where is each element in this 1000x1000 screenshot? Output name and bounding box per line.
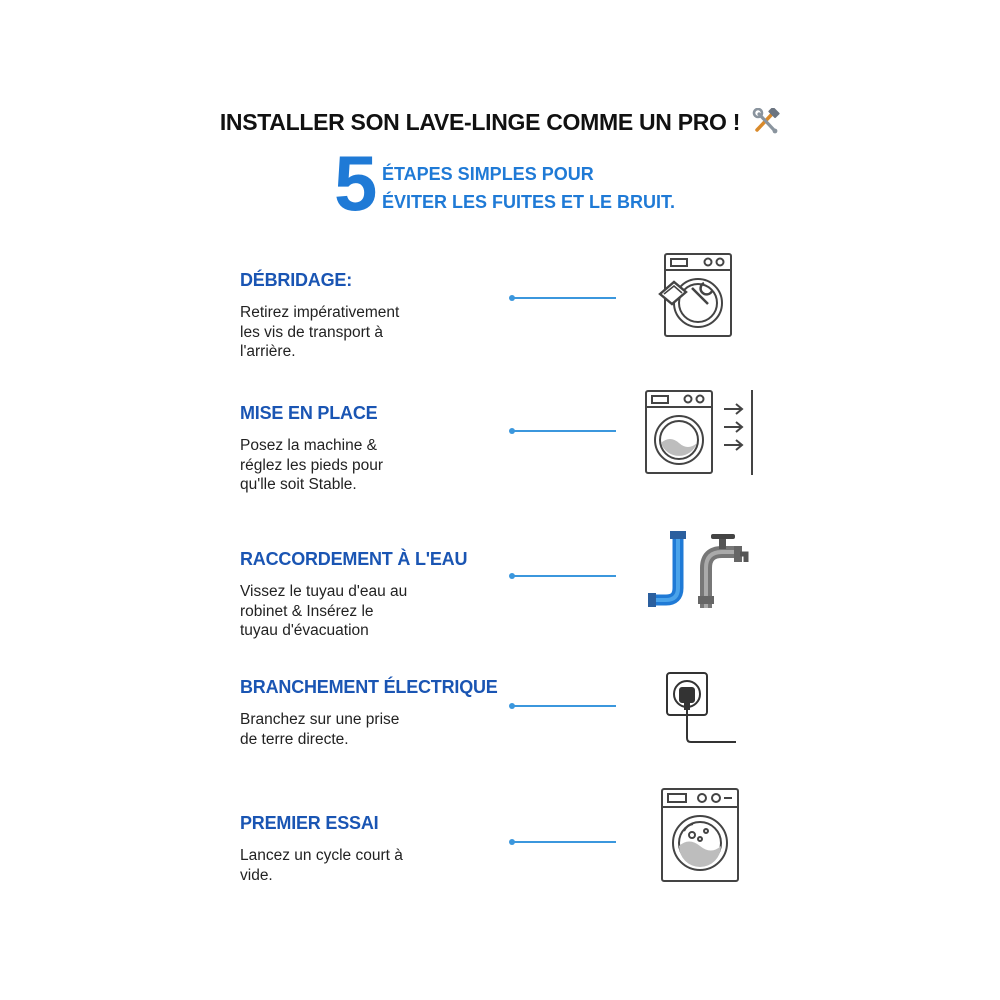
step-title: RACCORDEMENT À L'EAU	[240, 549, 468, 569]
step-connector-line	[512, 575, 616, 577]
step-line: les vis de transport à	[240, 323, 384, 341]
page-title-text: INSTALLER SON LAVE-LINGE COMME UN PRO !	[219, 109, 741, 135]
step-mise-en-place	[240, 403, 520, 495]
step-line: Vissez le tuyau d'eau au	[240, 583, 408, 600]
step-line: de terre directe.	[240, 730, 349, 748]
step-description	[240, 436, 440, 495]
step-description	[240, 710, 440, 749]
step-description	[240, 303, 440, 362]
step-line: robinet & Insérez le	[240, 602, 374, 620]
step-line: tuyau d'évacuation	[240, 622, 369, 639]
subtitle-line-1: ÉTAPES SIMPLES POUR	[382, 164, 594, 184]
steps-count-number: 5	[334, 139, 376, 227]
step-line: Posez la machine &	[240, 437, 377, 454]
step-title: DÉBRIDAGE:	[240, 270, 353, 290]
step-connector-line	[512, 841, 616, 843]
step-line: l'arrière.	[240, 343, 296, 360]
step-line: Retirez impérativement	[240, 304, 400, 321]
washing-machine-push-icon	[640, 385, 760, 484]
water-pipe-tap-icon	[640, 526, 752, 619]
step-line: réglez les pieds pour	[240, 456, 384, 474]
step-title: BRANCHEMENT ÉLECTRIQUE	[240, 677, 498, 697]
step-line: Lancez un cycle court à	[240, 847, 403, 864]
washing-machine-running-icon	[656, 783, 746, 892]
step-description	[240, 582, 440, 641]
step-title: PREMIER ESSAI	[240, 813, 379, 833]
hammer-wrench-icon	[752, 108, 780, 140]
subtitle-line-2: ÉVITER LES FUITES ET LE BRUIT.	[382, 192, 676, 212]
subtitle-text	[382, 160, 675, 216]
washing-machine-wrench-icon	[652, 248, 742, 343]
step-debridage	[240, 270, 520, 362]
electric-outlet-plug-icon	[662, 668, 740, 753]
step-line: vide.	[240, 866, 273, 884]
step-line: Branchez sur une prise	[240, 711, 400, 728]
step-branchement-electrique	[240, 677, 520, 749]
step-connector-line	[512, 430, 616, 432]
step-raccordement-eau	[240, 549, 520, 641]
step-premier-essai	[240, 813, 520, 885]
step-connector-line	[512, 705, 616, 707]
step-connector-line	[512, 297, 616, 299]
step-line: qu'lle soit Stable.	[240, 476, 357, 493]
page-title	[0, 108, 1000, 140]
step-title: MISE EN PLACE	[240, 403, 378, 423]
step-description	[240, 846, 440, 885]
